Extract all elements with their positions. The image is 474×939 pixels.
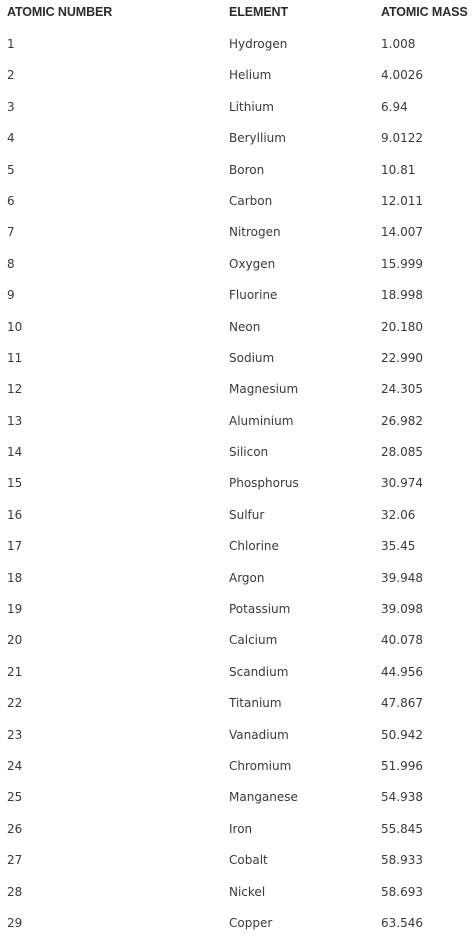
element-cell: Manganese	[229, 790, 298, 805]
table-row	[0, 217, 474, 248]
atomic-mass-cell: 9.0122	[381, 131, 423, 146]
atomic-number-cell: 4	[7, 131, 15, 146]
atomic-number-cell: 24	[7, 758, 23, 773]
atomic-mass-cell: 35.45	[381, 539, 416, 554]
atomic-number-cell: 16	[7, 507, 23, 522]
element-cell: Chlorine	[229, 539, 279, 554]
element-cell: Aluminium	[229, 413, 294, 428]
table-header-row	[0, 0, 474, 29]
element-cell: Chromium	[229, 758, 292, 773]
atomic-mass-cell: 54.938	[381, 790, 423, 805]
atomic-mass-cell: 6.94	[381, 99, 408, 114]
element-cell: Silicon	[229, 445, 269, 460]
atomic-number-cell: 2	[7, 68, 15, 83]
atomic-mass-cell: 39.948	[381, 570, 423, 585]
atomic-mass-cell: 24.305	[381, 382, 423, 397]
atomic-number-cell: 23	[7, 727, 23, 742]
atomic-mass-cell: 4.0026	[381, 68, 423, 83]
atomic-mass-cell: 15.999	[381, 256, 423, 271]
atomic-number-cell: 9	[7, 288, 15, 303]
table-row	[0, 468, 474, 499]
element-cell: Scandium	[229, 664, 289, 679]
atomic-mass-cell: 58.933	[381, 853, 423, 868]
element-cell: Boron	[229, 162, 265, 177]
table-row	[0, 845, 474, 876]
atomic-number-cell: 29	[7, 915, 23, 930]
element-cell: Sodium	[229, 350, 275, 365]
header-atomic-mass: ATOMIC MASS	[381, 5, 468, 19]
atomic-mass-cell: 55.845	[381, 821, 423, 836]
atomic-mass-cell: 1.008	[381, 37, 416, 51]
atomic-number-cell: 13	[7, 413, 23, 428]
atomic-mass-cell: 51.996	[381, 758, 423, 773]
atomic-mass-cell: 26.982	[381, 413, 423, 428]
atomic-number-cell: 22	[7, 696, 23, 711]
element-cell: Iron	[229, 821, 253, 836]
element-cell: Nitrogen	[229, 225, 281, 240]
atomic-mass-cell: 44.956	[381, 664, 423, 679]
element-cell: Vanadium	[229, 727, 289, 742]
element-cell: Fluorine	[229, 288, 278, 303]
atomic-number-cell: 15	[7, 476, 23, 491]
element-cell: Helium	[229, 68, 272, 83]
element-cell: Nickel	[229, 884, 266, 899]
atomic-mass-cell: 39.098	[381, 602, 423, 617]
element-cell: Lithium	[229, 99, 274, 114]
atomic-number-cell: 10	[7, 319, 23, 334]
element-cell: Hydrogen	[229, 37, 288, 51]
atomic-mass-cell: 12.011	[381, 193, 423, 208]
table-row	[0, 249, 474, 280]
table-row	[0, 500, 474, 531]
atomic-mass-cell: 14.007	[381, 225, 423, 240]
element-cell: Sulfur	[229, 507, 265, 522]
table-row	[0, 720, 474, 751]
table-row	[0, 155, 474, 186]
table-row	[0, 343, 474, 374]
table-row	[0, 531, 474, 562]
table-row	[0, 123, 474, 154]
element-cell: Neon	[229, 319, 261, 334]
element-cell: Copper	[229, 915, 273, 930]
atomic-number-cell: 7	[7, 225, 15, 240]
atomic-number-cell: 27	[7, 853, 23, 868]
element-cell: Magnesium	[229, 382, 299, 397]
atomic-mass-cell: 47.867	[381, 696, 423, 711]
atomic-mass-cell: 63.546	[381, 915, 423, 930]
table-row	[0, 625, 474, 656]
atomic-number-cell: 8	[7, 256, 15, 271]
table-row	[0, 751, 474, 782]
table-row	[0, 782, 474, 813]
atomic-mass-cell: 28.085	[381, 445, 423, 460]
element-cell: Potassium	[229, 602, 291, 617]
table-row	[0, 657, 474, 688]
table-row	[0, 92, 474, 123]
atomic-number-cell: 1	[7, 37, 15, 51]
atomic-mass-cell: 50.942	[381, 727, 423, 742]
element-cell: Phosphorus	[229, 476, 299, 491]
table-row	[0, 908, 474, 939]
table-row	[0, 60, 474, 91]
atomic-mass-cell: 20.180	[381, 319, 423, 334]
table-row	[0, 563, 474, 594]
atomic-number-cell: 5	[7, 162, 15, 177]
header-element: ELEMENT	[229, 5, 289, 19]
table-row	[0, 280, 474, 311]
element-cell: Oxygen	[229, 256, 276, 271]
atomic-number-cell: 28	[7, 884, 23, 899]
atomic-number-cell: 11	[7, 350, 23, 365]
atomic-mass-cell: 32.06	[381, 507, 416, 522]
table-row	[0, 688, 474, 719]
table-row	[0, 594, 474, 625]
element-cell: Calcium	[229, 633, 278, 648]
element-cell: Beryllium	[229, 131, 286, 146]
atomic-mass-cell: 40.078	[381, 633, 423, 648]
atomic-mass-cell: 10.81	[381, 162, 416, 177]
table-row	[0, 186, 474, 217]
element-cell: Argon	[229, 570, 265, 585]
atomic-number-cell: 19	[7, 602, 23, 617]
table-row	[0, 877, 474, 908]
atomic-number-cell: 25	[7, 790, 23, 805]
element-cell: Cobalt	[229, 853, 268, 868]
atomic-mass-cell: 22.990	[381, 350, 423, 365]
atomic-mass-cell: 58.693	[381, 884, 423, 899]
atomic-number-cell: 18	[7, 570, 23, 585]
table-row	[0, 406, 474, 437]
table-row	[0, 312, 474, 343]
atomic-mass-cell: 18.998	[381, 288, 423, 303]
element-cell: Carbon	[229, 193, 273, 208]
atomic-number-cell: 26	[7, 821, 23, 836]
atomic-number-cell: 14	[7, 445, 23, 460]
table-row	[0, 374, 474, 405]
table-body	[0, 29, 474, 939]
atomic-number-cell: 21	[7, 664, 23, 679]
atomic-number-cell: 3	[7, 99, 15, 114]
atomic-number-cell: 6	[7, 193, 15, 208]
table-row	[0, 29, 474, 60]
atomic-number-cell: 12	[7, 382, 23, 397]
element-cell: Titanium	[229, 696, 282, 711]
atomic-number-cell: 20	[7, 633, 23, 648]
atomic-mass-cell: 30.974	[381, 476, 423, 491]
atomic-number-cell: 17	[7, 539, 23, 554]
table-row	[0, 437, 474, 468]
header-atomic-number: ATOMIC NUMBER	[7, 5, 113, 19]
table-row	[0, 814, 474, 845]
